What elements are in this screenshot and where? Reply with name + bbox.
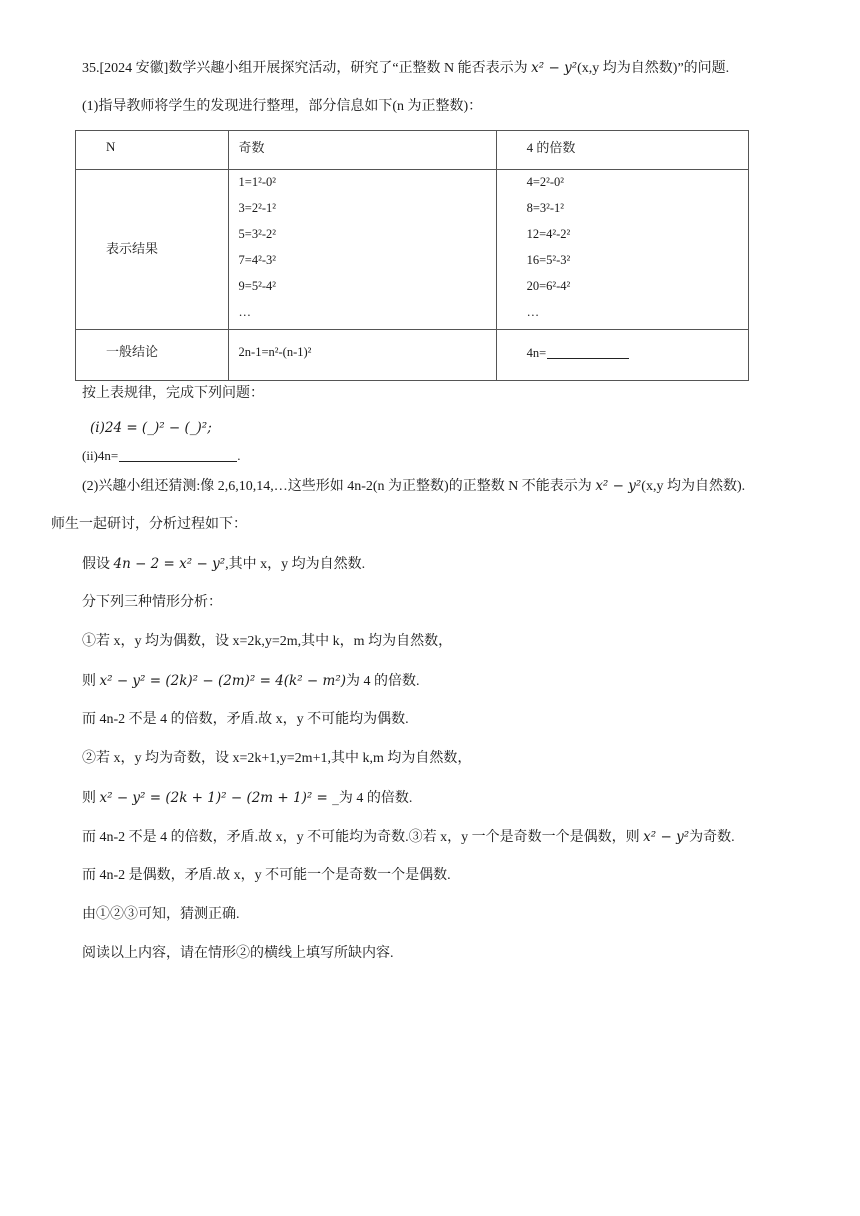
problem-intro-tail: (x,y 均为自然数)”的问题. — [577, 61, 730, 76]
odd-value: 9=5²-4² — [238, 279, 276, 293]
mult4-values-cell — [496, 170, 748, 330]
case1-setup: ①若 x，y 均为偶数，设 x=2k,y=2m,其中 k，m 均为自然数， — [82, 634, 453, 649]
part2-math: x² − y² — [595, 478, 642, 494]
part2-tail: (x,y 均为自然数). — [641, 479, 746, 494]
assume-post: ,其中 x，y 均为自然数. — [225, 557, 366, 572]
results-label-cell — [76, 170, 229, 330]
odd-value: 5=3²-2² — [238, 227, 276, 241]
mult4-value: 4=2²-0² — [526, 175, 565, 189]
assumption-line — [82, 554, 365, 575]
case1-math: x² − y² = (2k)² − (2m)² = 4(k² − m²) — [99, 673, 347, 689]
case1-pre: 则 — [82, 674, 100, 689]
case3-conclusion: 而 4n-2 是偶数，矛盾.故 x，y 不可能一个是奇数一个是偶数. — [82, 868, 451, 883]
answer-blank[interactable] — [547, 344, 629, 359]
results-label: 表示结果 — [106, 241, 159, 256]
header-cell-odd — [228, 131, 496, 170]
problem-intro-math: x² − y² — [531, 60, 578, 76]
findings-table — [75, 130, 749, 381]
table-header-row — [76, 131, 749, 170]
problem-intro-text: 35.[2024 安徽]数学兴趣小组开展探究活动，研究了“正整数 N 能否表示为 — [82, 61, 532, 76]
assume-pre: 假设 — [82, 557, 114, 572]
conclusion-label: 一般结论 — [106, 343, 159, 359]
case2-setup: ②若 x，y 均为奇数，设 x=2k+1,y=2m+1,其中 k,m 均为自然数， — [82, 751, 472, 766]
mult4-value: 16=5²-3² — [526, 253, 571, 267]
header-odd-label: 奇数 — [238, 140, 265, 155]
mult4-value: 12=4²-2² — [526, 227, 571, 241]
cases-lead: 分下列三种情形分析： — [82, 595, 222, 610]
questions-lead: 按上表规律，完成下列问题： — [82, 386, 264, 401]
header-cell-mult4 — [496, 131, 748, 170]
case1-conclusion: 而 4n-2 不是 4 的倍数，矛盾.故 x，y 不可能均为偶数. — [82, 712, 409, 727]
header-mult4-label: 4 的倍数 — [526, 140, 576, 155]
question-ii — [82, 446, 240, 466]
part2-statement — [82, 476, 745, 497]
part1-instruction: (1)指导教师将学生的发现进行整理，部分信息如下(n 为正整数)： — [82, 99, 483, 114]
odd-value: 7=4²-3² — [238, 253, 276, 267]
header-cell-n — [76, 131, 229, 170]
question-ii-suffix: . — [237, 448, 241, 463]
mult4-value: 8=3²-1² — [526, 201, 565, 215]
case2-conclusion — [82, 827, 735, 848]
odd-value: 1=1²-0² — [238, 175, 276, 189]
answer-blank[interactable] — [119, 447, 237, 462]
question-ii-prefix: (ii)4n= — [82, 448, 119, 463]
odd-values-cell — [228, 170, 496, 330]
mult4-value: 20=6²-4² — [526, 279, 571, 293]
case2-c-post: 为奇数. — [689, 830, 735, 845]
case2-math: x² − y² = (2k + 1)² − (2m + 1)² = _ — [99, 790, 339, 806]
case2-derivation — [82, 788, 412, 809]
case2-pre: 则 — [82, 791, 100, 806]
header-n-label: N — [106, 139, 116, 154]
conclusion-label-cell — [76, 330, 229, 381]
conclusion-odd-cell — [228, 330, 496, 381]
case1-derivation — [82, 671, 420, 692]
case2-c-math: x² − y² — [643, 829, 690, 845]
mult4-value: … — [526, 305, 540, 319]
task-instruction: 阅读以上内容，请在情形②的横线上填写所缺内容. — [82, 946, 394, 961]
overall-conclusion: 由①②③可知，猜测正确. — [82, 907, 240, 922]
conclusion-mult4: 4n= — [526, 345, 547, 360]
odd-value: 3=2²-1² — [238, 201, 276, 215]
table-conclusion-row — [76, 330, 749, 381]
case1-post: 为 4 的倍数. — [346, 674, 420, 689]
problem-intro — [82, 58, 729, 79]
part2-text: (2)兴趣小组还猜测:像 2,6,10,14,…这些形如 4n-2(n 为正整数)的正整数 N 不能表示为 — [82, 479, 596, 494]
assume-math: 4n − 2 = x² − y² — [113, 556, 226, 572]
case2-c-pre: 而 4n-2 不是 4 的倍数，矛盾.故 x，y 不可能均为奇数.③若 x，y 一个是奇数一个是偶数，则 — [82, 830, 644, 845]
odd-value: … — [238, 305, 252, 319]
conclusion-mult4-cell — [496, 330, 748, 381]
case2-post: 为 4 的倍数. — [338, 791, 413, 806]
part2-discussion: 师生一起研讨，分析过程如下： — [51, 517, 247, 532]
conclusion-odd: 2n-1=n²-(n-1)² — [238, 344, 312, 359]
table-results-row — [76, 170, 749, 330]
question-i: (i)24 = (_)² − (_)²; — [90, 420, 212, 436]
